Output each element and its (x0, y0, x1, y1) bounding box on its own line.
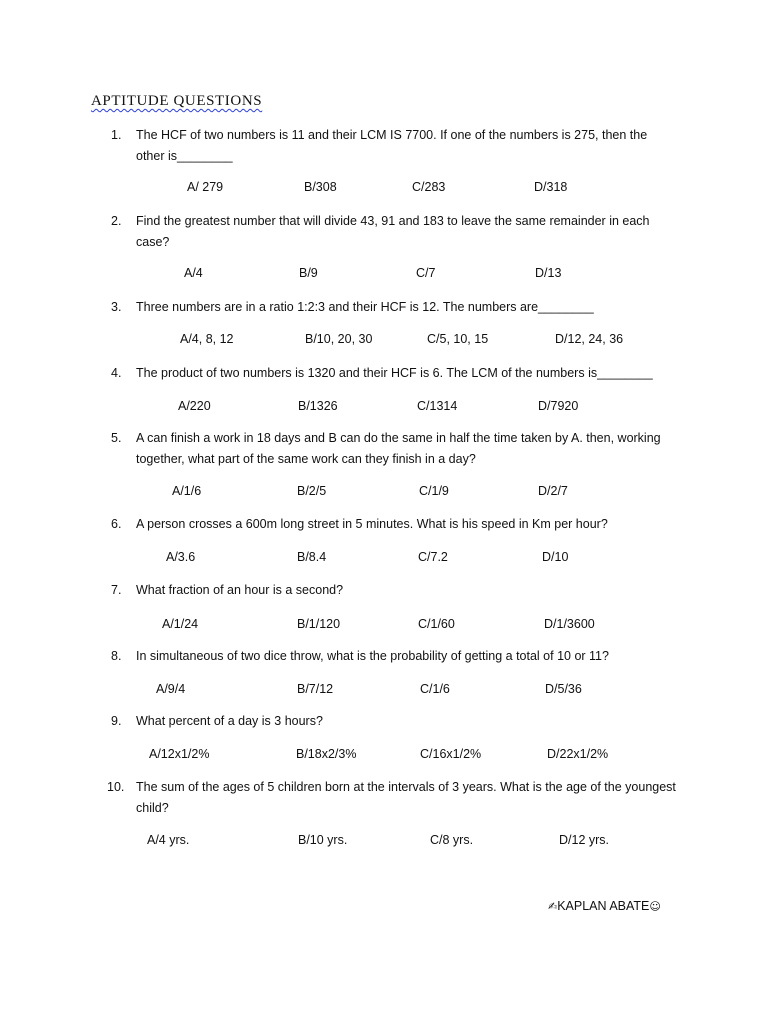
option-c: C/1/60 (418, 617, 455, 631)
option-d: D/318 (534, 180, 568, 194)
option-d: D/12, 24, 36 (555, 332, 624, 346)
question-number: 5. (111, 431, 122, 445)
option-b: B/18x2/3% (296, 747, 357, 761)
option-b: B/10, 20, 30 (305, 332, 373, 346)
option-a: A/3.6 (166, 550, 196, 564)
question-text: What percent of a day is 3 hours? (136, 714, 323, 728)
option-d: D/1/3600 (544, 617, 595, 631)
option-a: A/12x1/2% (149, 747, 210, 761)
option-c: C/1/9 (419, 484, 449, 498)
question-number: 2. (111, 214, 122, 228)
option-c: C/1/6 (420, 682, 450, 696)
option-c: C/283 (412, 180, 446, 194)
option-d: D/12 yrs. (559, 833, 610, 847)
option-b: B/7/12 (297, 682, 334, 696)
question-text: Three numbers are in a ratio 1:2:3 and their HCF is 12. The numbers are________ (136, 300, 594, 314)
option-d: D/7920 (538, 399, 579, 413)
option-d: D/10 (542, 550, 569, 564)
author-name: KAPLAN ABATE (557, 899, 650, 913)
author-signature (548, 899, 661, 913)
option-d: D/13 (535, 266, 562, 280)
option-a: A/1/6 (172, 484, 202, 498)
option-c: C/7 (416, 266, 436, 280)
question-text: The product of two numbers is 1320 and their HCF is 6. The LCM of the numbers is________ (136, 366, 653, 380)
question-text: What fraction of an hour is a second? (136, 583, 344, 597)
option-d: D/2/7 (538, 484, 568, 498)
writing-hand-icon: ✍ (548, 900, 558, 913)
question-number: 7. (111, 583, 122, 597)
option-c: C/5, 10, 15 (427, 332, 489, 346)
option-a: A/4 (184, 266, 203, 280)
question-number: 4. (111, 366, 122, 380)
question-text: The sum of the ages of 5 children born at the intervals of 3 years. What is the age of the youngest child? (136, 780, 676, 815)
question-number: 8. (111, 649, 122, 663)
question-number: 6. (111, 517, 122, 531)
option-a: A/4, 8, 12 (180, 332, 234, 346)
option-b: B/8.4 (297, 550, 327, 564)
option-a: A/1/24 (162, 617, 199, 631)
option-c: C/16x1/2% (420, 747, 482, 761)
smiley-icon: ☺ (649, 900, 661, 913)
option-a: A/220 (178, 399, 211, 413)
option-a: A/ 279 (187, 180, 224, 194)
option-b: B/10 yrs. (298, 833, 348, 847)
question-number: 3. (111, 300, 122, 314)
question-number: 10. (107, 780, 125, 794)
option-b: B/1/120 (297, 617, 341, 631)
option-b: B/9 (299, 266, 318, 280)
option-d: D/22x1/2% (547, 747, 609, 761)
option-a: A/9/4 (156, 682, 186, 696)
question-text: A can finish a work in 18 days and B can do the same in half the time taken by A. then, working together, what part of the same work can they finish in a day? (136, 431, 661, 466)
question-text: The HCF of two numbers is 11 and their LCM IS 7700. If one of the numbers is 275, then the other is________ (136, 128, 648, 163)
question-number: 1. (111, 128, 122, 142)
question-text: A person crosses a 600m long street in 5 minutes. What is his speed in Km per hour? (136, 517, 608, 531)
question-text: In simultaneous of two dice throw, what is the probability of getting a total of 10 or 11? (136, 649, 609, 663)
option-b: B/308 (304, 180, 337, 194)
question-number: 9. (111, 714, 122, 728)
page-title: APTITUDE QUESTIONS (91, 93, 263, 109)
option-c: C/7.2 (418, 550, 448, 564)
option-c: C/8 yrs. (430, 833, 474, 847)
option-b: B/2/5 (297, 484, 327, 498)
option-d: D/5/36 (545, 682, 582, 696)
question-text: Find the greatest number that will divide 43, 91 and 183 to leave the same remainder in each case? (136, 214, 650, 249)
option-a: A/4 yrs. (147, 833, 190, 847)
option-c: C/1314 (417, 399, 458, 413)
option-b: B/1326 (298, 399, 338, 413)
